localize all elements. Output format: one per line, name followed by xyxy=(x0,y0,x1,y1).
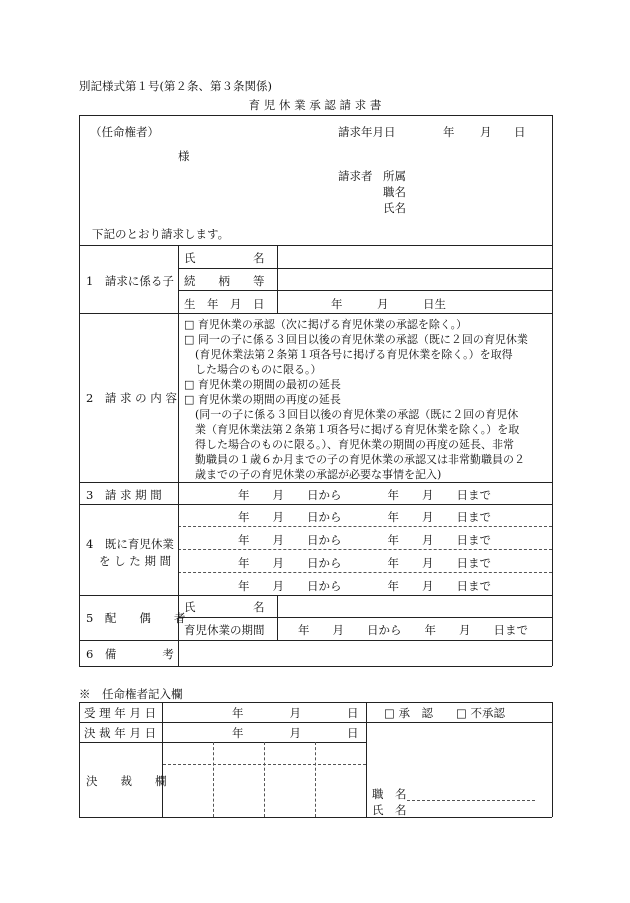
section3-label: 3 請 求 期 間 xyxy=(86,488,162,502)
received-date-label: 受 理 年 月 日 xyxy=(84,706,157,720)
approval-column-label: 決 裁 欄 xyxy=(86,774,167,788)
post-label: 職名 xyxy=(383,185,406,199)
section4-label-line2: を し た 期 間 xyxy=(99,554,172,568)
decided-date-value: 年 月 日 xyxy=(232,726,359,740)
request-content-line: □ 育児休業の期間の最初の延長 xyxy=(184,378,341,391)
spouse-period-label: 育児休業の期間 xyxy=(184,623,265,637)
request-content-line: □ 育児休業の期間の再度の延長 xyxy=(184,393,341,406)
child-relation-label: 続 柄 等 xyxy=(184,274,265,288)
name-label: 氏名 xyxy=(383,201,406,215)
request-content-line: (同一の子に係る３回目以後の育児休業の承認（既に２回の育児休 xyxy=(184,408,519,421)
request-date-month: 月 xyxy=(480,125,492,139)
past-period-row: 年 月 日から 年 月 日まで xyxy=(238,579,491,593)
request-content-line: 得した場合のものに限る。）、育児休業の期間の再度の延長、非常 xyxy=(184,438,514,451)
spouse-name-label: 氏 名 xyxy=(184,600,265,614)
past-period-row: 年 月 日から 年 月 日まで xyxy=(238,510,491,524)
section6-label: 6 備 考 xyxy=(86,647,174,661)
child-name-label: 氏 名 xyxy=(184,251,265,265)
appointer-entry-note: ※ 任命権者記入欄 xyxy=(79,687,183,701)
honorific-sama: 様 xyxy=(178,149,190,163)
child-birthdate-label: 生 年 月 日 xyxy=(184,297,265,311)
past-period-row: 年 月 日から 年 月 日まで xyxy=(238,533,491,547)
request-content-line: 歳までの子の育児休業の承認が必要な事情を記入) xyxy=(184,468,442,481)
request-content-line: □ 育児休業の承認（次に掲げる育児休業の承認を除く。） xyxy=(184,318,468,331)
form-title: 育 児 休 業 承 認 請 求 書 xyxy=(248,98,382,112)
request-content-line: □ 同一の子に係る３回目以後の育児休業の承認（既に２回の育児休業 xyxy=(184,333,528,346)
request-content-line: 勤職員の１歳６か月までの子の育児休業の承認又は非常勤職員の２ xyxy=(184,453,525,466)
section4-label-line1: 4 既に育児休業 xyxy=(86,537,174,551)
request-period-value: 年 月 日から 年 月 日まで xyxy=(238,488,491,502)
request-content-line: した場合のものに限る。） xyxy=(184,363,322,376)
request-sentence: 下記のとおり請求します。 xyxy=(92,227,230,241)
request-date-label: 請求年月日 xyxy=(338,125,396,139)
approver-post-label: 職 名 xyxy=(372,787,407,801)
received-date-value: 年 月 日 xyxy=(232,706,359,720)
approver-name-label: 氏 名 xyxy=(372,803,407,817)
past-period-row: 年 月 日から 年 月 日まで xyxy=(238,556,491,570)
request-date-day: 日 xyxy=(514,125,526,139)
requester-label: 請求者 xyxy=(338,169,373,183)
spouse-period-value: 年 月 日から 年 月 日まで xyxy=(298,623,528,637)
section2-label: 2 請 求 の 内 容 xyxy=(86,391,177,405)
request-date-year: 年 xyxy=(443,125,455,139)
decided-date-label: 決 裁 年 月 日 xyxy=(84,726,157,740)
approval-checkboxes: □ 承 認 □ 不承認 xyxy=(384,706,506,720)
section1-label: 1 請求に係る子 xyxy=(86,274,174,288)
request-content-line: 業（育児休業法第２条第１項各号に掲げる育児休業を除く。）を取 xyxy=(184,423,520,436)
appointer-label: （任命権者） xyxy=(90,125,159,139)
request-content-line: (育児休業法第２条第１項各号に掲げる育児休業を除く。）を取得 xyxy=(184,348,513,361)
section5-label: 5 配 偶 者 xyxy=(86,611,186,625)
form-reference: 別記様式第１号(第２条、第３条関係) xyxy=(79,79,272,93)
child-birthdate-value: 年 月 日生 xyxy=(331,297,446,311)
affiliation-label: 所属 xyxy=(383,169,406,183)
